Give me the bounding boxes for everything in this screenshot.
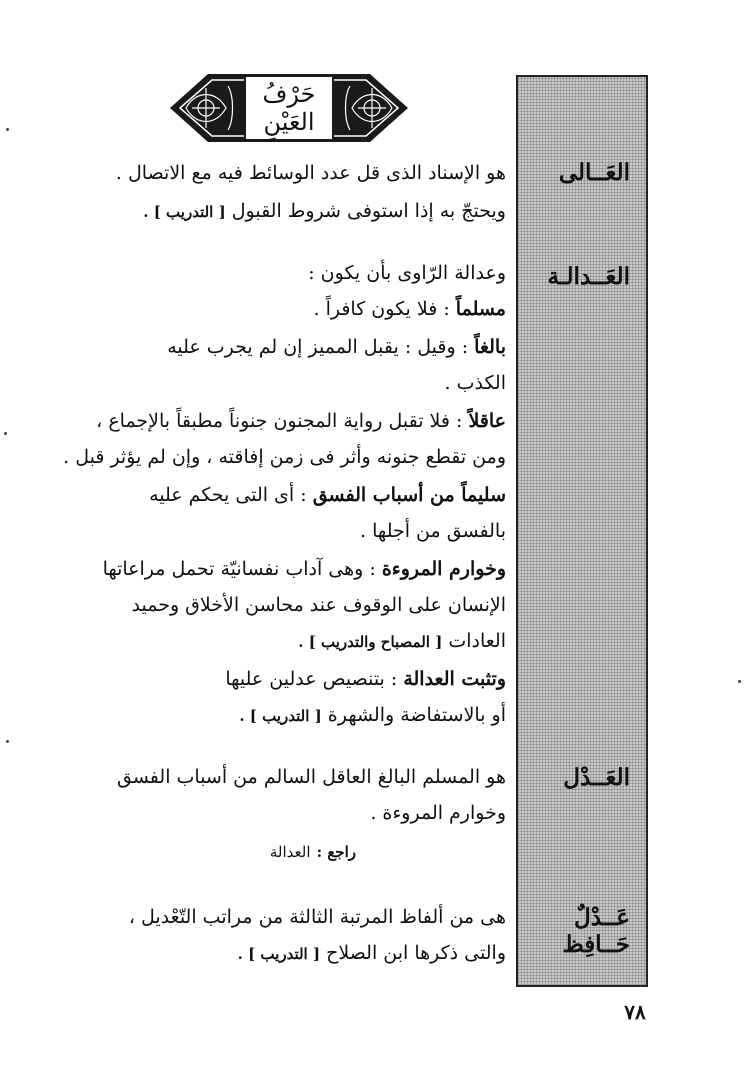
reference-citation: [ التدريب ] .: [237, 945, 321, 963]
entry-text: [167, 336, 506, 358]
condition-label: سليماً من أسباب الفسق: [312, 484, 506, 506]
scan-speck: [6, 128, 9, 131]
condition-label: بالغاً: [474, 336, 506, 358]
entry-text: [238, 942, 506, 964]
entry-text: [149, 484, 506, 506]
scan-speck: [4, 432, 7, 435]
entry-text: [225, 668, 506, 690]
condition-label: عاقلاً: [468, 410, 506, 432]
chapter-title-line2: العَيْنِ: [263, 108, 315, 136]
entry-text: [239, 704, 506, 726]
condition-text: : بتنصيص عدلين عليها: [225, 668, 398, 690]
chapter-title: [245, 74, 333, 142]
condition-text: : وقيل : يقبل المميز إن لم يجرب عليه: [167, 336, 469, 358]
scan-speck: [6, 740, 9, 743]
term-adl: العَــدْل: [563, 764, 630, 791]
entry-text: الكذب .: [444, 372, 506, 394]
entry-text: [314, 298, 507, 320]
condition-label: مسلماً: [455, 298, 506, 320]
entry-text-span: ويحتجّ به إذا استوفى شروط القبول: [231, 200, 506, 222]
term-aali: العَــالى: [558, 159, 630, 186]
chapter-title-line1: حَرْفُ: [262, 80, 316, 108]
condition-text: : وهى آداب نفسانيّة تحمل مراعاتها: [102, 558, 376, 580]
entry-text: [143, 200, 506, 222]
condition-label: وتثبت العدالة: [403, 668, 506, 690]
entry-text: هى من ألفاظ المرتبة الثالثة من مراتب التّعْديل ،: [128, 906, 506, 928]
entry-text-span: والتى ذكرها ابن الصلاح: [326, 942, 506, 964]
entry-text: [103, 558, 506, 580]
reference-citation: [ التدريب ] .: [239, 707, 322, 725]
reference-citation: [ المصباح والتدريب ] .: [298, 633, 443, 651]
condition-text: : فلا يكون كافراً .: [313, 298, 450, 320]
entry-text: وعدالة الرّاوى بأن يكون :: [308, 262, 506, 284]
reference-citation: [ التدريب ] .: [143, 203, 226, 221]
entry-text: هو المسلم البالغ العاقل السالم من أسباب الفسق: [117, 766, 506, 788]
term-adl-hafiz: عَــدْلٌ حَــافِظ: [562, 904, 630, 958]
condition-text: : أى التى يحكم عليه: [149, 484, 307, 506]
terms-sidebar: [516, 75, 648, 987]
entry-text: بالفسق من أجلها .: [360, 520, 506, 542]
chapter-header: [168, 70, 410, 146]
entry-text: وخوارم المروءة .: [370, 802, 506, 824]
term-adala: العَــدالـة: [547, 263, 630, 290]
scan-speck: [738, 680, 741, 683]
entry-text: ومن تقطع جنونه وأثر فى زمن إفاقته ، وإن لم يؤثر قبل .: [63, 446, 506, 468]
entry-text-span: العادات: [448, 630, 506, 652]
see-label: راجع :: [316, 843, 356, 861]
page-number: ٧٨: [624, 1000, 646, 1024]
entry-text: هو الإسناد الذى قل عدد الوسائط فيه مع الاتصال .: [115, 162, 506, 184]
entry-text: [96, 410, 506, 432]
see-target: العدالة: [269, 843, 311, 861]
condition-text: : فلا تقبل رواية المجنون جنوناً مطبقاً بالإجماع ،: [96, 410, 463, 432]
cross-reference: [270, 840, 356, 862]
entry-text: الإنسان على الوقوف عند محاسن الأخلاق وحميد: [131, 594, 506, 616]
entry-text: [298, 630, 506, 652]
condition-label: وخوارم المروءة: [381, 558, 506, 580]
entry-text-span: أو بالاستفاضة والشهرة: [327, 704, 506, 726]
